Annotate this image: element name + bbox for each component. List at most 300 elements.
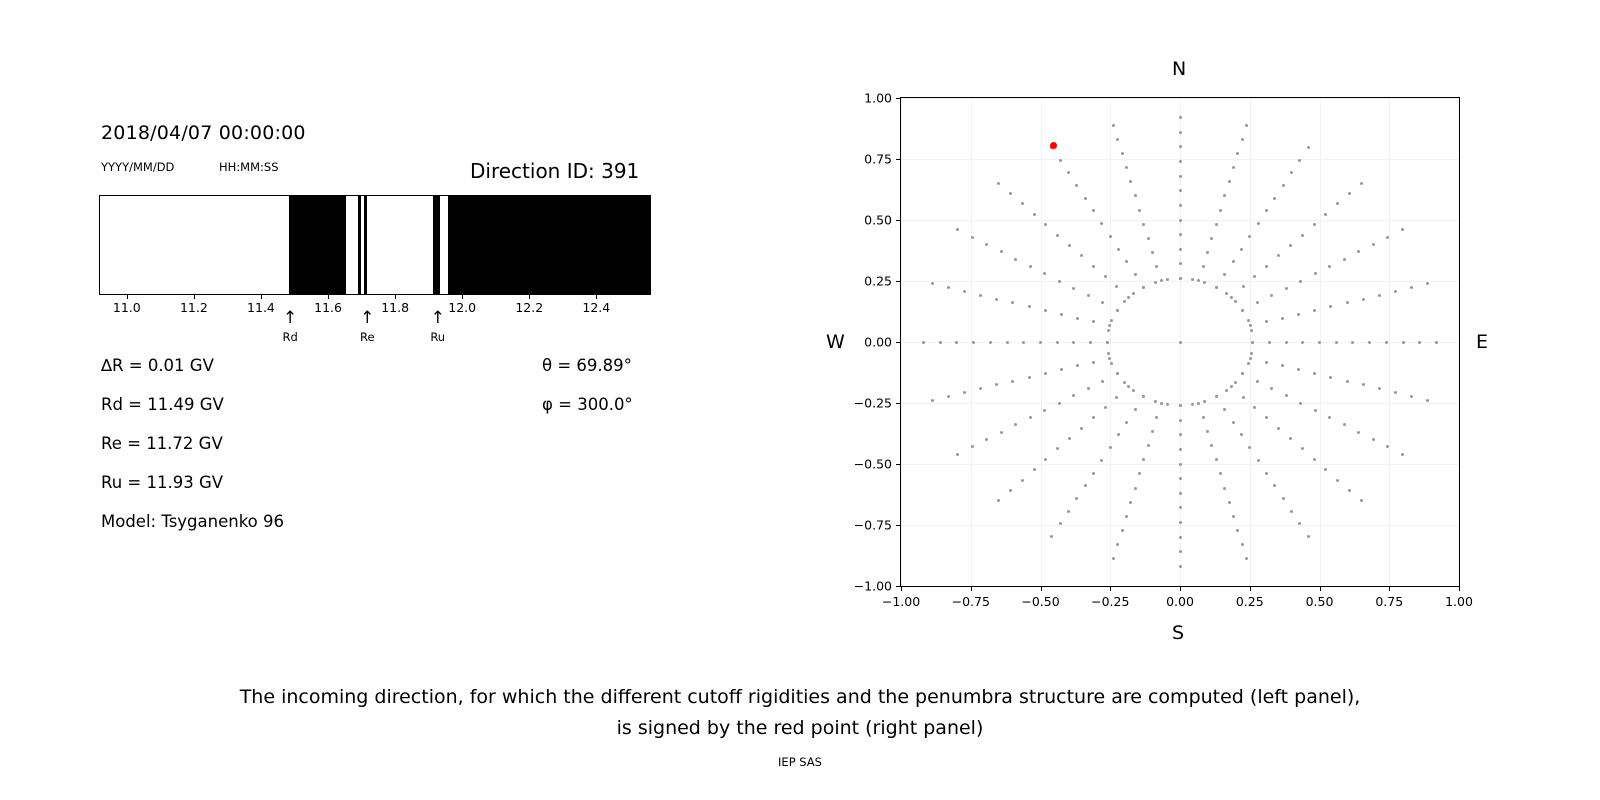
sky-direction-point	[1335, 341, 1338, 344]
sky-direction-point	[1329, 305, 1332, 308]
sky-direction-point	[1247, 319, 1250, 322]
sky-direction-point	[1206, 430, 1209, 433]
x-tick-mark	[1459, 587, 1460, 591]
sky-direction-point	[1179, 262, 1182, 265]
sky-direction-point	[1104, 406, 1107, 409]
value-re: Re = 11.72 GV	[101, 434, 223, 453]
y-tick-mark	[896, 220, 900, 221]
penumbra-marker-ru	[426, 308, 450, 344]
sky-direction-point	[1228, 501, 1231, 504]
sky-direction-point	[1223, 194, 1226, 197]
sky-direction-point	[1230, 385, 1233, 388]
sky-direction-point	[1059, 522, 1062, 525]
sky-direction-point	[1179, 404, 1182, 407]
sky-direction-point	[1116, 543, 1119, 546]
sky-direction-point	[1116, 309, 1119, 312]
sky-direction-point	[1044, 458, 1047, 461]
sky-direction-point	[1241, 309, 1244, 312]
sky-direction-point	[1328, 416, 1331, 419]
sky-direction-point	[1348, 192, 1351, 195]
sky-direction-point	[1313, 223, 1316, 226]
sky-direction-point	[1084, 484, 1087, 487]
sky-direction-point	[1253, 275, 1256, 278]
sky-direction-point	[1039, 341, 1042, 344]
sky-direction-point	[1297, 368, 1300, 371]
sky-direction-point	[995, 383, 998, 386]
sky-direction-point	[1245, 124, 1248, 127]
sky-direction-point	[1179, 175, 1182, 178]
sky-direction-point	[1138, 472, 1141, 475]
sky-direction-point	[1273, 484, 1276, 487]
sky-direction-point	[1250, 352, 1253, 355]
sky-direction-point	[979, 387, 982, 390]
sky-direction-point	[939, 341, 942, 344]
y-tick-label: 0.50	[864, 212, 892, 228]
sky-direction-point	[1151, 251, 1154, 254]
sky-direction-point	[1127, 385, 1130, 388]
y-tick-label: 0.00	[864, 334, 892, 350]
sky-direction-point	[1109, 446, 1112, 449]
gridline-horizontal	[901, 525, 1459, 526]
sky-direction-point	[1240, 248, 1243, 251]
x-tick-label: −0.25	[1091, 594, 1130, 609]
sky-direction-point	[1357, 431, 1360, 434]
sky-direction-point	[1324, 468, 1327, 471]
sky-direction-point	[1426, 282, 1429, 285]
sky-direction-point	[956, 453, 959, 456]
y-tick-mark	[896, 98, 900, 99]
sky-direction-point	[1142, 223, 1145, 226]
sky-direction-point	[1372, 438, 1375, 441]
sky-direction-point	[1075, 184, 1078, 187]
sky-direction-point	[985, 438, 988, 441]
x-tick-label: 11.6	[314, 300, 342, 315]
sky-direction-point	[1265, 320, 1268, 323]
sky-direction-point	[1215, 458, 1218, 461]
sky-direction-point	[1281, 317, 1284, 320]
sky-direction-point	[1125, 421, 1128, 424]
sky-direction-point	[1256, 301, 1259, 304]
x-tick-mark	[1110, 587, 1111, 591]
sky-direction-point	[1301, 234, 1304, 237]
sky-direction-point	[1084, 197, 1087, 200]
sky-direction-point	[1112, 557, 1115, 560]
x-tick-mark	[1180, 587, 1181, 591]
sky-direction-point	[1043, 272, 1046, 275]
x-tick-label: 12.4	[582, 300, 611, 315]
sky-direction-point	[1179, 448, 1182, 451]
sky-direction-point	[1242, 396, 1245, 399]
sky-direction-point	[1011, 301, 1014, 304]
sky-direction-point	[947, 395, 950, 398]
sky-direction-point	[1301, 341, 1304, 344]
sky-direction-point	[1056, 341, 1059, 344]
sky-direction-point	[1151, 430, 1154, 433]
sky-direction-point	[1028, 305, 1031, 308]
sky-direction-point	[1236, 152, 1239, 155]
penumbra-marker-label: Re	[360, 330, 375, 344]
sky-map-plot	[900, 97, 1460, 587]
sky-direction-point	[1179, 116, 1182, 119]
sky-direction-point	[1307, 146, 1310, 149]
sky-direction-point	[1155, 416, 1158, 419]
selected-direction-point[interactable]	[1050, 142, 1057, 149]
sky-direction-point	[1154, 400, 1157, 403]
x-tick-label: 0.00	[1166, 594, 1194, 609]
sky-direction-point	[1179, 521, 1182, 524]
sky-direction-point	[1100, 459, 1103, 462]
sky-direction-point	[1115, 285, 1118, 288]
sky-direction-point	[985, 243, 988, 246]
x-tick-mark	[529, 295, 530, 299]
x-tick-label: 11.8	[381, 300, 410, 315]
sky-direction-point	[1191, 403, 1194, 406]
sky-direction-point	[1215, 223, 1218, 226]
y-tick-label: −1.00	[853, 578, 892, 594]
sky-direction-point	[1021, 479, 1024, 482]
sky-direction-point	[1247, 362, 1250, 365]
y-tick-label: 1.00	[864, 90, 892, 106]
sky-direction-point	[1234, 300, 1237, 303]
sky-direction-point	[1179, 233, 1182, 236]
sky-direction-point	[1125, 515, 1128, 518]
sky-direction-point	[1277, 254, 1280, 257]
sky-direction-point	[1257, 222, 1260, 225]
sky-direction-point	[1232, 260, 1235, 263]
sky-direction-point	[1125, 260, 1128, 263]
sky-direction-point	[1219, 472, 1222, 475]
sky-direction-point	[1219, 209, 1222, 212]
sky-direction-point	[1318, 341, 1321, 344]
sky-direction-point	[1132, 292, 1135, 295]
x-tick-label: 0.50	[1305, 594, 1334, 609]
x-tick-label: 11.2	[179, 300, 208, 315]
sky-direction-point	[1179, 341, 1182, 344]
sky-direction-point	[1368, 341, 1371, 344]
sky-direction-point	[1044, 223, 1047, 226]
x-tick-label: −0.50	[1021, 594, 1060, 609]
sky-direction-point	[1394, 290, 1397, 293]
sky-direction-point	[1014, 423, 1017, 426]
sky-direction-point	[1033, 468, 1036, 471]
penumbra-forbidden-band	[433, 196, 441, 294]
sky-direction-point	[1134, 487, 1137, 490]
sky-direction-point	[1281, 364, 1284, 367]
sky-direction-point	[963, 391, 966, 394]
sky-direction-point	[1142, 286, 1145, 289]
x-tick-mark	[462, 295, 463, 299]
sky-direction-point	[1115, 396, 1118, 399]
sky-direction-point	[1202, 416, 1205, 419]
y-tick-label: 0.75	[864, 151, 892, 167]
sky-direction-point	[1009, 192, 1012, 195]
compass-east-label: E	[1476, 331, 1489, 353]
sky-direction-point	[1060, 313, 1063, 316]
value-model: Model: Tsyganenko 96	[101, 512, 285, 531]
compass-west-label: W	[826, 331, 845, 353]
sky-direction-point	[1129, 501, 1132, 504]
sky-direction-point	[1076, 364, 1079, 367]
sky-direction-point	[997, 182, 1000, 185]
y-tick-label: −0.25	[853, 395, 892, 411]
sky-direction-point	[1116, 138, 1119, 141]
sky-direction-point	[1129, 180, 1132, 183]
sky-direction-point	[1044, 372, 1047, 375]
right-panel	[760, 0, 1600, 660]
sky-direction-point	[972, 341, 975, 344]
direction-id-label: Direction ID: 391	[470, 159, 640, 183]
x-tick-mark	[127, 295, 128, 299]
sky-direction-point	[1336, 202, 1339, 205]
sky-direction-point	[1256, 380, 1259, 383]
sky-direction-point	[1232, 421, 1235, 424]
sky-direction-point	[1329, 376, 1332, 379]
y-tick-mark	[896, 403, 900, 404]
sky-direction-point	[1241, 138, 1244, 141]
sky-direction-point	[1313, 458, 1316, 461]
sky-direction-point	[1050, 535, 1053, 538]
x-tick-label: 12.0	[448, 300, 477, 315]
sky-direction-point	[1225, 389, 1228, 392]
sky-direction-point	[1068, 244, 1071, 247]
x-tick-mark	[596, 295, 597, 299]
sky-direction-point	[1273, 197, 1276, 200]
sky-direction-point	[1106, 341, 1109, 344]
x-tick-mark	[328, 295, 329, 299]
sky-direction-point	[1101, 380, 1104, 383]
sky-direction-point	[971, 236, 974, 239]
sky-direction-point	[1426, 399, 1429, 402]
sky-direction-point	[1179, 419, 1182, 422]
sky-direction-point	[1154, 281, 1157, 284]
sky-direction-point	[1092, 416, 1095, 419]
sky-direction-point	[1299, 402, 1302, 405]
sky-direction-point	[1232, 166, 1235, 169]
sky-direction-point	[1245, 557, 1248, 560]
sky-direction-point	[1297, 313, 1300, 316]
sky-direction-point	[1282, 497, 1285, 500]
sky-direction-point	[1147, 237, 1150, 240]
sky-direction-point	[1206, 251, 1209, 254]
sky-direction-point	[995, 298, 998, 301]
sky-direction-point	[1202, 265, 1205, 268]
y-tick-label: −0.50	[853, 456, 892, 472]
sky-direction-point	[1418, 341, 1421, 344]
sky-direction-point	[1087, 294, 1090, 297]
sky-direction-point	[931, 282, 934, 285]
x-tick-label: 0.75	[1375, 594, 1404, 609]
sky-direction-point	[1134, 408, 1137, 411]
sky-direction-point	[1301, 447, 1304, 450]
sky-direction-point	[1435, 341, 1438, 344]
sky-direction-point	[1410, 395, 1413, 398]
sky-direction-point	[1072, 394, 1075, 397]
sky-direction-point	[1092, 472, 1095, 475]
x-tick-mark	[395, 295, 396, 299]
sky-direction-point	[1215, 286, 1218, 289]
sky-direction-point	[1160, 402, 1163, 405]
sky-direction-point	[1285, 341, 1288, 344]
y-tick-mark	[896, 281, 900, 282]
sky-direction-point	[1289, 437, 1292, 440]
sky-direction-point	[1092, 320, 1095, 323]
sky-direction-point	[1179, 204, 1182, 207]
sky-direction-point	[1109, 235, 1112, 238]
sky-direction-point	[1072, 287, 1075, 290]
sky-direction-point	[1014, 258, 1017, 261]
sky-direction-point	[1270, 387, 1273, 390]
sky-direction-point	[1236, 529, 1239, 532]
sky-direction-point	[1029, 265, 1032, 268]
sky-direction-point	[1179, 565, 1182, 568]
sky-direction-point	[1314, 272, 1317, 275]
sky-direction-point	[1210, 237, 1213, 240]
x-tick-label: 0.25	[1235, 594, 1264, 609]
penumbra-plot	[99, 195, 651, 295]
sky-direction-point	[1336, 479, 1339, 482]
arrow-up-icon: ↑	[283, 308, 298, 328]
sky-direction-point	[1241, 543, 1244, 546]
x-tick-mark	[1250, 587, 1251, 591]
compass-north-label: N	[1172, 58, 1187, 80]
sky-direction-point	[1223, 487, 1226, 490]
sky-direction-point	[1385, 341, 1388, 344]
y-tick-mark	[896, 525, 900, 526]
sky-direction-point	[1410, 286, 1413, 289]
x-tick-mark	[194, 295, 195, 299]
sky-direction-point	[1225, 292, 1228, 295]
sky-direction-point	[1121, 529, 1124, 532]
sky-direction-point	[1249, 357, 1252, 360]
sky-direction-point	[1348, 489, 1351, 492]
sky-direction-point	[1076, 317, 1079, 320]
sky-direction-point	[1360, 182, 1363, 185]
value-phi: φ = 300.0°	[542, 395, 633, 414]
sky-direction-point	[1179, 219, 1182, 222]
x-tick-mark	[261, 295, 262, 299]
sky-direction-point	[1104, 275, 1107, 278]
sky-direction-point	[1251, 341, 1254, 344]
sky-direction-point	[1142, 458, 1145, 461]
sky-direction-point	[1394, 391, 1397, 394]
y-tick-mark	[896, 464, 900, 465]
sky-direction-point	[1021, 202, 1024, 205]
sky-direction-point	[979, 294, 982, 297]
sky-direction-point	[1223, 408, 1226, 411]
sky-direction-point	[1268, 341, 1271, 344]
x-tick-label: 12.2	[515, 300, 544, 315]
sky-direction-point	[1033, 213, 1036, 216]
x-tick-mark	[1389, 587, 1390, 591]
sky-direction-point	[1232, 515, 1235, 518]
sky-direction-point	[1179, 492, 1182, 495]
y-tick-label: −0.75	[853, 517, 892, 533]
y-tick-mark	[896, 159, 900, 160]
sky-direction-point	[1179, 145, 1182, 148]
y-tick-mark	[896, 586, 900, 587]
sky-direction-point	[1402, 341, 1405, 344]
sky-direction-point	[1067, 171, 1070, 174]
sky-direction-point	[1285, 394, 1288, 397]
sky-direction-point	[1075, 497, 1078, 500]
sky-direction-point	[1087, 387, 1090, 390]
sky-direction-point	[1346, 380, 1349, 383]
sky-direction-point	[1290, 510, 1293, 513]
sky-direction-point	[1056, 447, 1059, 450]
sky-direction-point	[1248, 235, 1251, 238]
sky-direction-point	[1059, 159, 1062, 162]
sky-direction-point	[1179, 550, 1182, 553]
sky-direction-point	[1210, 444, 1213, 447]
sky-direction-point	[1401, 228, 1404, 231]
sky-direction-point	[1313, 309, 1316, 312]
sky-direction-point	[1277, 427, 1280, 430]
penumbra-marker-rd	[278, 308, 302, 344]
sky-direction-point	[1000, 431, 1003, 434]
sky-direction-point	[1029, 416, 1032, 419]
sky-direction-point	[1362, 298, 1365, 301]
sky-direction-point	[1179, 248, 1182, 251]
sky-direction-point	[1080, 254, 1083, 257]
sky-direction-point	[1248, 446, 1251, 449]
sky-direction-point	[1179, 506, 1182, 509]
sky-direction-point	[1234, 381, 1237, 384]
sky-direction-point	[1117, 248, 1120, 251]
sky-direction-point	[1058, 280, 1061, 283]
sky-direction-point	[1107, 352, 1110, 355]
sky-direction-point	[1299, 280, 1302, 283]
sky-direction-point	[1166, 403, 1169, 406]
x-tick-mark	[971, 587, 972, 591]
sky-direction-point	[1270, 294, 1273, 297]
sky-direction-point	[1265, 416, 1268, 419]
sky-direction-point	[1372, 243, 1375, 246]
datetime-label: 2018/04/07 00:00:00	[101, 122, 306, 144]
sky-direction-point	[1179, 277, 1182, 280]
sky-direction-point	[1138, 209, 1141, 212]
value-rd: Rd = 11.49 GV	[101, 395, 224, 414]
penumbra-marker-label: Ru	[430, 330, 446, 344]
sky-direction-point	[1265, 361, 1268, 364]
sky-direction-point	[1265, 209, 1268, 212]
sky-direction-point	[1241, 372, 1244, 375]
sky-direction-point	[1125, 166, 1128, 169]
sky-direction-point	[1000, 250, 1003, 253]
sky-direction-point	[1228, 180, 1231, 183]
sky-direction-point	[1290, 171, 1293, 174]
sky-direction-point	[1360, 499, 1363, 502]
caption-line-2: is signed by the red point (right panel)	[616, 717, 984, 739]
sky-direction-point	[1242, 285, 1245, 288]
sky-direction-point	[1132, 389, 1135, 392]
sky-direction-point	[1089, 341, 1092, 344]
penumbra-x-axis	[99, 295, 651, 315]
footer-credit: IEP SAS	[778, 755, 822, 769]
sky-direction-point	[1160, 279, 1163, 282]
sky-direction-point	[1092, 209, 1095, 212]
sky-direction-point	[1011, 380, 1014, 383]
value-delta-r: ∆R = 0.01 GV	[101, 356, 214, 375]
sky-direction-point	[1362, 383, 1365, 386]
sky-direction-point	[1343, 258, 1346, 261]
value-theta: θ = 69.89°	[542, 356, 632, 375]
gridline-horizontal	[901, 98, 1459, 99]
sky-direction-point	[997, 499, 1000, 502]
datetime-format-time-label: HH:MM:SS	[219, 160, 279, 174]
x-tick-label: −0.75	[951, 594, 990, 609]
sky-direction-point	[1127, 296, 1130, 299]
sky-direction-point	[1265, 472, 1268, 475]
